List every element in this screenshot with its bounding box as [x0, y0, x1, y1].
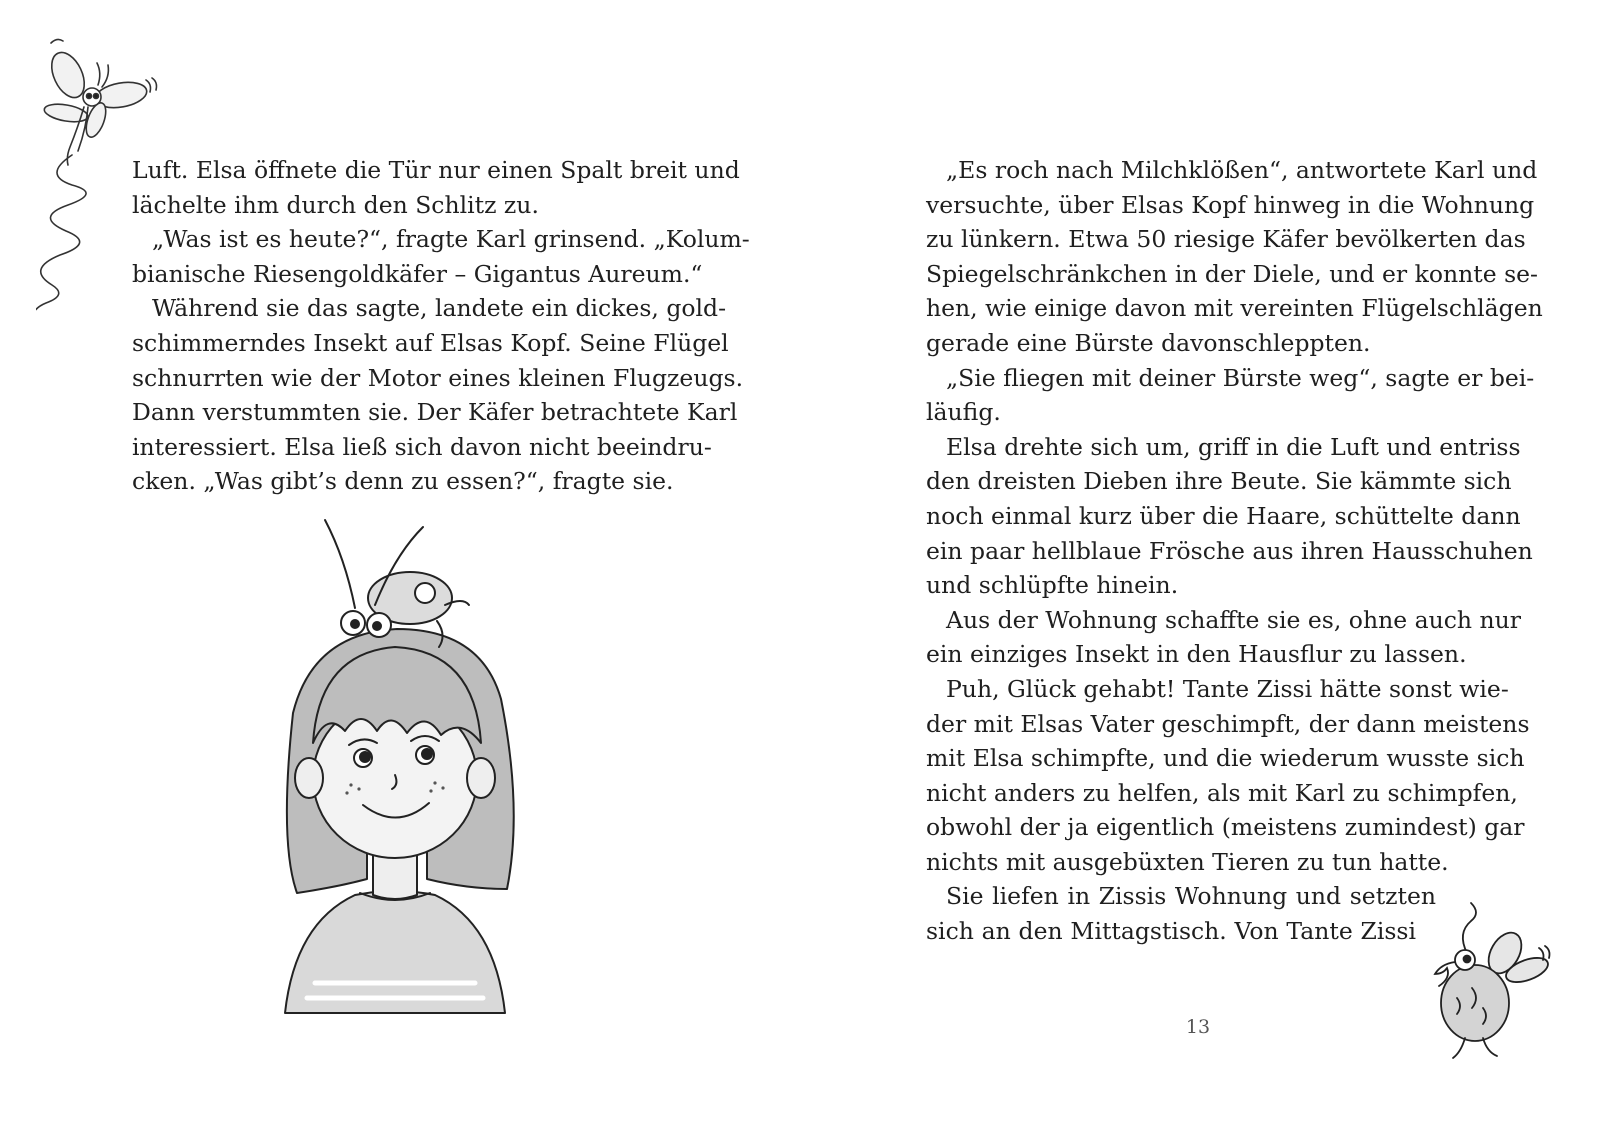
text-line: schnurrten wie der Motor eines kleinen Flugzeugs. — [132, 363, 744, 392]
text-line: noch einmal kurz über die Haare, schüttelte dann — [926, 501, 1521, 530]
text-line: den dreisten Dieben ihre Beute. Sie kämmte sich — [926, 467, 1512, 496]
left-page-text — [132, 153, 750, 499]
text-line: der mit Elsas Vater geschimpft, der dann meistens — [926, 709, 1530, 738]
text-line: sich an den Mittagstisch. Von Tante Zissi — [926, 917, 1416, 946]
text-line: nichts mit ausgebüxten Tieren zu tun hatte. — [926, 847, 1449, 876]
text-line: „Es roch nach Milchklößen“, antwortete Karl und — [946, 156, 1538, 184]
text-line: schimmerndes Insekt auf Elsas Kopf. Seine Flügel — [132, 328, 729, 357]
text-line: Elsa drehte sich um, griff in die Luft und entriss — [946, 432, 1521, 461]
text-line: „Sie fliegen mit deiner Bürste weg“, sagte er bei- — [946, 363, 1535, 392]
text-line: interessiert. Elsa ließ sich davon nicht beeindru- — [132, 432, 712, 461]
text-line: Luft. Elsa öffnete die Tür nur einen Spalt breit und — [132, 156, 740, 184]
text-line: gerade eine Bürste davonschleppten. — [926, 328, 1371, 357]
text-line: Sie liefen in Zissis Wohnung und setzten — [946, 882, 1436, 911]
page-number: 13 — [1185, 1016, 1211, 1038]
text-line: Aus der Wohnung schaffte sie es, ohne auch nur — [946, 605, 1522, 634]
text-line: und schlüpfte hinein. — [926, 571, 1179, 600]
text-line: versuchte, über Elsas Kopf hinweg in die Wohnung — [926, 190, 1535, 219]
text-line: Während sie das sagte, landete ein dickes, gold- — [152, 294, 727, 323]
text-line: bianische Riesengoldkäfer – Gigantus Aureum.“ — [132, 259, 703, 288]
text-line: nicht anders zu helfen, als mit Karl zu schimpfen, — [926, 778, 1518, 807]
text-line: hen, wie einige davon mit vereinten Flügelschlägen — [926, 294, 1543, 323]
text-line: läufig. — [926, 398, 1001, 427]
text-line: Spiegelschränkchen in der Diele, und er konnte se- — [926, 259, 1538, 288]
text-line: obwohl der ja eigentlich (meistens zumindest) gar — [926, 813, 1525, 842]
text-line: cken. „Was gibt’s denn zu essen?“, fragte sie. — [132, 467, 674, 496]
right-page-text — [926, 153, 1543, 949]
text-line: mit Elsa schimpfte, und die wiederum wusste sich — [926, 744, 1525, 773]
round-bug-illustration — [1417, 898, 1587, 1068]
text-line: lächelte ihm durch den Schlitz zu. — [132, 190, 539, 219]
right-page — [800, 0, 1600, 1131]
text-line: Dann verstummten sie. Der Käfer betrachtete Karl — [132, 398, 738, 427]
text-line: „Was ist es heute?“, fragte Karl grinsend. „Kolum- — [152, 225, 750, 254]
text-line: ein paar hellblaue Frösche aus ihren Hausschuhen — [926, 536, 1533, 565]
text-line: ein einziges Insekt in den Hausflur zu lassen. — [926, 640, 1467, 669]
text-line: zu lünkern. Etwa 50 riesige Käfer bevölkerten das — [926, 225, 1526, 254]
text-line: Puh, Glück gehabt! Tante Zissi hätte sonst wie- — [946, 674, 1509, 703]
girl-with-beetle-illustration — [245, 513, 545, 1043]
